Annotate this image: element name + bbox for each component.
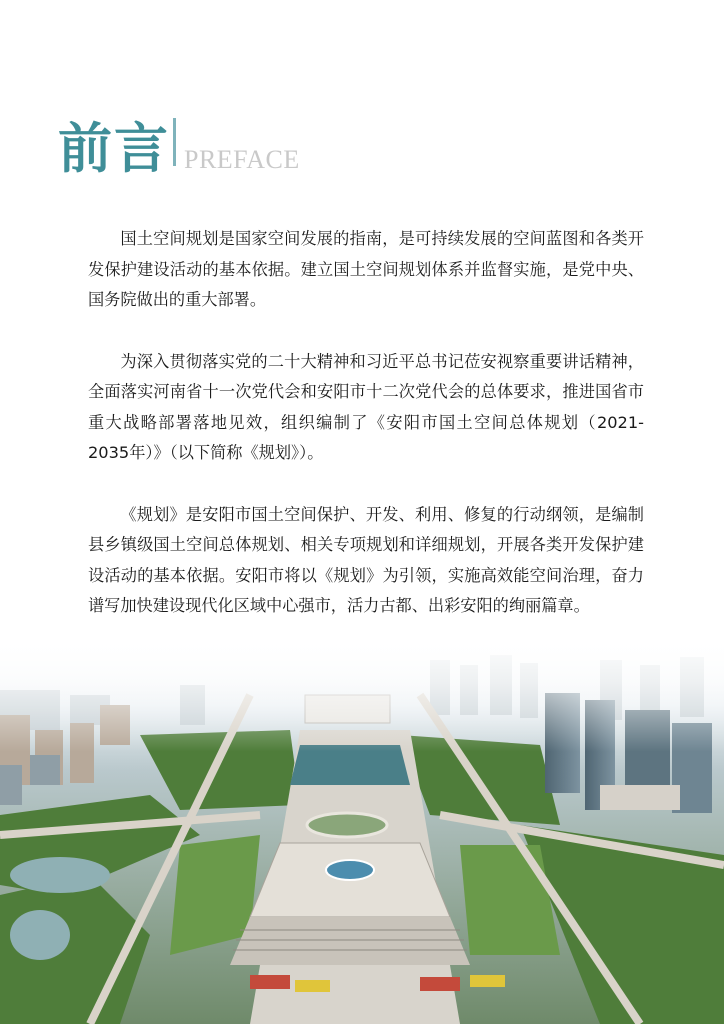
paragraph-1: 国土空间规划是国家空间发展的指南，是可持续发展的空间蓝图和各类开发保护建设活动的基本依据。建立国土空间规划体系并监督实施，是党中央、国务院做出的重大部署。 xyxy=(88,229,644,309)
paragraph-3: 《规划》是安阳市国土空间保护、开发、利用、修复的行动纲领，是编制县乡镇级国土空间总体规划、相关专项规划和详细规划，开展各类开发保护建设活动的基本依据。安阳市将以《规划》为引领，实施高效能空间治理，奋力谱写加快建设现代化区域中心强市，活力古都、出彩安阳的绚丽篇章。 xyxy=(88,504,644,615)
aerial-city-photo xyxy=(0,635,724,1024)
page-subtitle: PREFACE xyxy=(184,145,300,174)
aerial-photo-illustration xyxy=(0,635,724,1024)
page-title: 前言 xyxy=(58,116,170,180)
paragraph-2: 为深入贯彻落实党的二十大精神和习近平总书记莅安视察重要讲话精神，全面落实河南省十一次党代会和安阳市十二次党代会的总体要求，推进国省市重大战略部署落地见效，组织编制了《安阳市国土空间总体规划（2021-2035年）》（以下简称《规划》）。 xyxy=(88,351,644,462)
title-divider xyxy=(173,118,176,166)
preface-body xyxy=(88,224,644,653)
